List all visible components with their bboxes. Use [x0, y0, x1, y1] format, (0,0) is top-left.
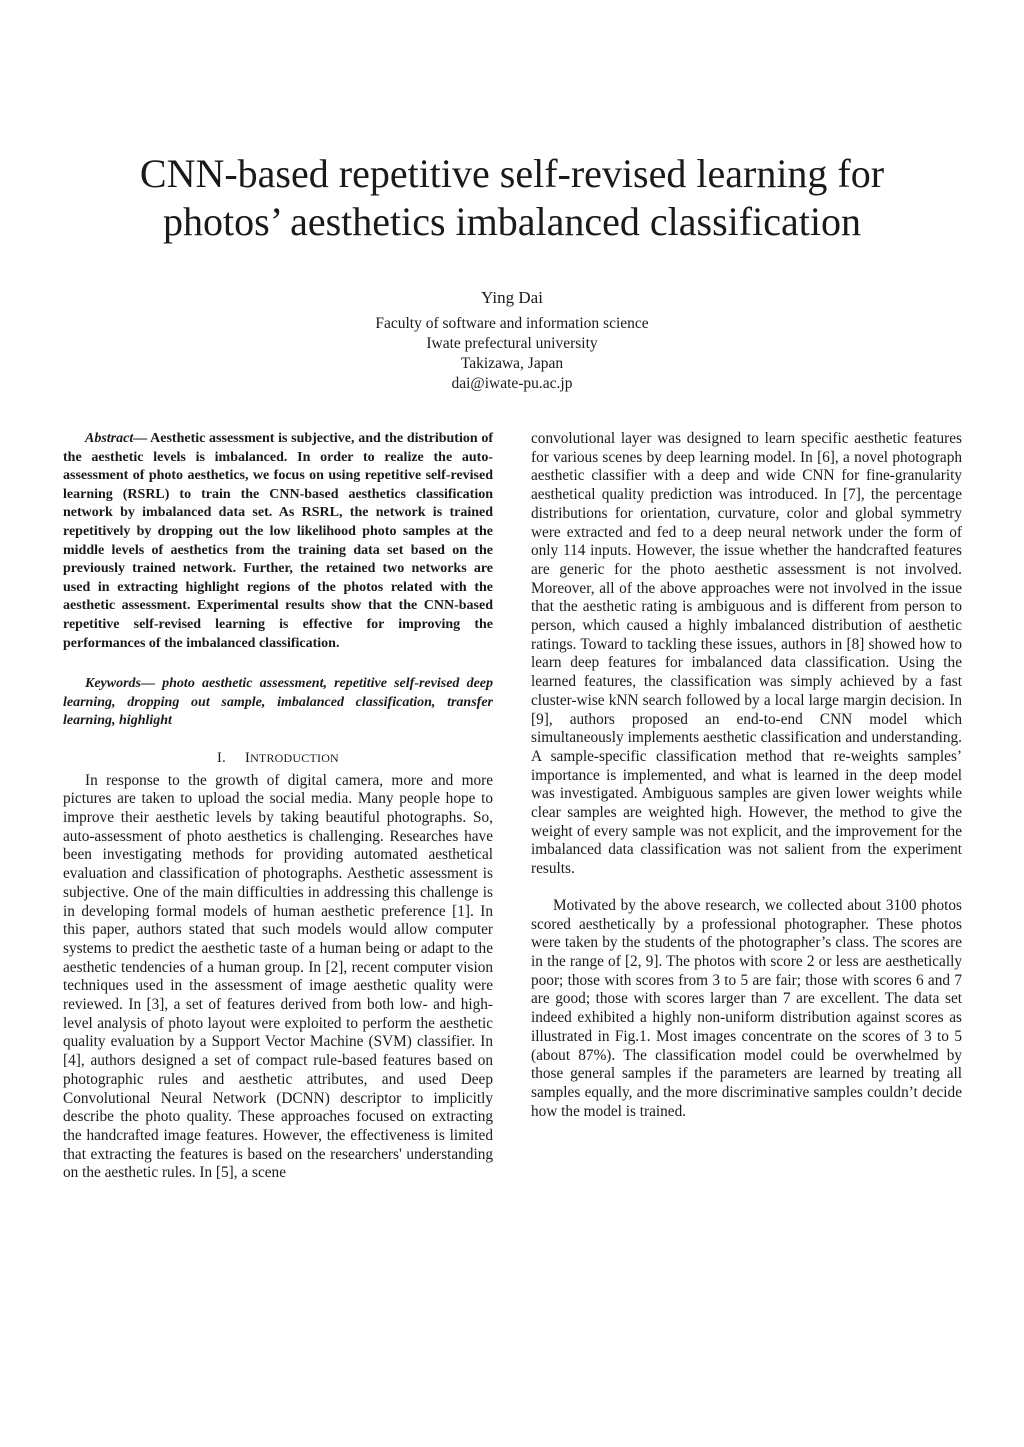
left-column: [63, 430, 493, 1183]
intro-paragraph-2: Motivated by the above research, we collected about 3100 photos scored aesthetically by a professional photographer. These photos were taken by the students of the photographer’s class. The scores are in the range of [2, 9]. The photos with score 2 or less are aesthetically poor; those with scores from 3 to 5 are fair; those with scores 6 and 7 are good; those with scores larger than 7 are excellent. The data set indeed exhibited a highly non-uniform distribution against scores as illustrated in Fig.1. Most images concentrate on the scores of 3 to 5 (about 87%). The classification model could be overwhelmed by those general samples if the parameters are learned by treating all samples equally, and the more discriminative samples couldn’t decide how the model is trained.: [531, 896, 962, 1120]
section-heading-rest: NTRODUCTION: [250, 750, 339, 765]
affiliation-location: Takizawa, Japan: [460, 355, 564, 372]
section-heading-initial: I: [245, 749, 251, 766]
section-number: I.: [217, 749, 226, 766]
paper-title-line-2: photos’ aesthetics imbalanced classification: [163, 199, 861, 244]
author-block: [0, 286, 1024, 394]
author-name: Ying Dai: [481, 288, 543, 307]
intro-paragraph-1-continued: convolutional layer was designed to learn specific aesthetic features for various scenes by deep learning model. In [6], a novel photograph aesthetic classifier with a deep and wide CNN for fine-granularity aesthetical quality prediction was introduced. In [7], the percentage distributions for orientation, curvature, color and global symmetry were extracted and fed to a deep neural network under the form of only 114 inputs. However, the issue whether the handcrafted features are generic for the photo aesthetic assessment is not involved. Moreover, all of the above approaches were not involved in the issue that the aesthetic rating is ambiguous and is different from person to person, which caused a highly imbalanced distribution of aesthetic ratings. Toward to tackling these issues, authors in [8] showed how to learn deep features for imbalanced data classification. Using the learned features, the classification was simply achieved by a fast cluster-wise kNN search followed by a local large margin decision. In [9], authors proposed an end-to-end CNN model which simultaneously implements aesthetic classification and understanding. A sample-specific classification method that re-weights samples’ importance is implemented, and what is learned in the deep model was investigated. Ambiguous samples are given lower weights while clear samples are weighted high. However, the method to give the weight of every sample was not explicit, and the improvement for the imbalanced data classification was not salient from the experiment results.: [531, 430, 962, 878]
keywords-text: photo aesthetic assessment, repetitive self-revised deep learning, dropping out sample, imbalanced classification, transfer learning, highlight: [63, 676, 493, 729]
keywords-label: Keywords—: [85, 676, 155, 692]
abstract-text: Aesthetic assessment is subjective, and the distribution of the aesthetic levels is imbalanced. In order to realize the auto-assessment of photo aesthetics, we focus on using repetitive self-revised learning (RSRL) to train the CNN-based aesthetics classification network by imbalanced data set. As RSRL, the network is trained repetitively by dropping out the low likelihood photo samples at the middle levels of aesthetics from the training data set based on the previously trained network. Further, the retained two networks are used in extracting highlight regions of the photos related with the aesthetic assessment. Experimental results show that the CNN-based repetitive self-revised learning is effective for improving the performances of the imbalanced classification.: [63, 431, 493, 651]
affiliation-faculty: Faculty of software and information science: [375, 315, 649, 332]
paper-title: [0, 150, 1024, 246]
keywords: [63, 675, 493, 731]
affiliation-university: Iwate prefectural university: [426, 335, 598, 352]
paper-title-line-1: CNN-based repetitive self-revised learning for: [139, 151, 885, 196]
right-column: [531, 430, 962, 1121]
abstract-label: Abstract—: [85, 431, 148, 446]
section-heading-introduction: [63, 749, 493, 768]
author-email: dai@iwate-pu.ac.jp: [451, 375, 573, 392]
abstract: [63, 430, 493, 653]
intro-paragraph-1: In response to the growth of digital camera, more and more pictures are taken to upload the social media. Many people hope to improve their aesthetic levels by taking beautiful photographs. So, auto-assessment of photo aesthetics is challenging. Researches have been investigating methods for providing automated aesthetical evaluation and classification of photographs. Aesthetic assessment is subjective. One of the main difficulties in addressing this challenge is in developing formal models of human aesthetic preference [1]. In this paper, authors stated that such models would allow computer systems to predict the aesthetic taste of a human being or adapt to the aesthetic tendencies of a human group. In [2], recent computer vision techniques used in the assessment of image aesthetic quality were reviewed. In [3], a set of features derived from both low- and high-level analysis of photo layout were exploited to perform the aesthetic quality evaluation by a Support Vector Machine (SVM) classifier. In [4], authors designed a set of compact rule-based features based on photographic rules and aesthetic attributes, and used Deep Convolutional Neural Network (DCNN) descriptor to implicitly describe the photo quality. These approaches focused on extracting the handcrafted image features. However, the effectiveness is limited that extracting the features is based on the researchers' understanding on the aesthetic rules. In [5], a scene: [63, 771, 493, 1182]
